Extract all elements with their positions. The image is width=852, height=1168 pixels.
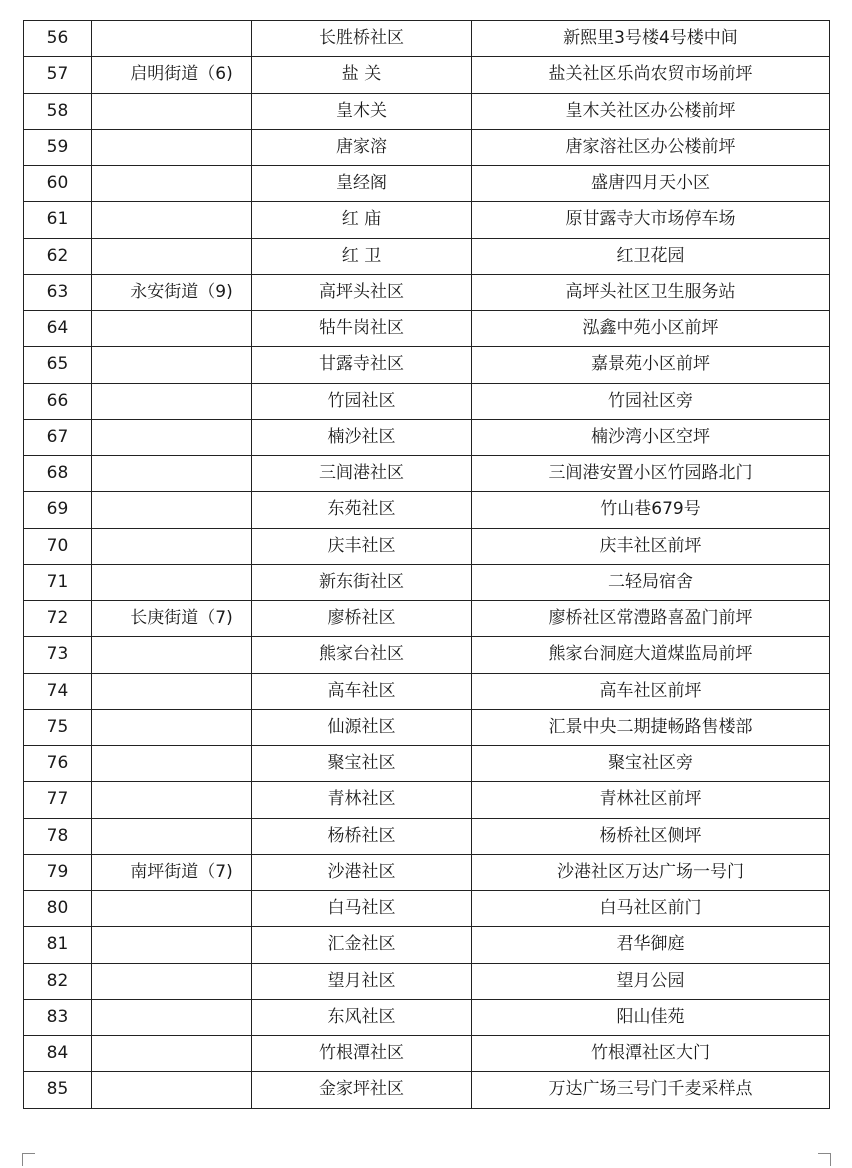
table-row [24, 129, 830, 165]
table-row [24, 782, 830, 818]
row-number-cell: 63 [24, 274, 92, 310]
row-number-cell: 72 [24, 601, 92, 637]
row-number-cell: 74 [24, 673, 92, 709]
community-cell: 熊家台社区 [252, 637, 472, 673]
table-row [24, 1036, 830, 1072]
table-row [24, 311, 830, 347]
street-cell [92, 709, 252, 745]
table-row [24, 383, 830, 419]
street-cell [92, 93, 252, 129]
community-cell: 竹根潭社区 [252, 1036, 472, 1072]
street-cell [92, 637, 252, 673]
row-number-cell: 71 [24, 564, 92, 600]
community-cell: 高坪头社区 [252, 274, 472, 310]
table-row [24, 347, 830, 383]
table-row [24, 1072, 830, 1108]
row-number-cell: 61 [24, 202, 92, 238]
community-cell: 高车社区 [252, 673, 472, 709]
street-cell [92, 673, 252, 709]
street-cell [92, 311, 252, 347]
street-cell [92, 999, 252, 1035]
table-row [24, 492, 830, 528]
row-number-cell: 85 [24, 1072, 92, 1108]
location-cell: 万达广场三号门千麦采样点 [472, 1072, 830, 1108]
street-cell [92, 383, 252, 419]
row-number-cell: 84 [24, 1036, 92, 1072]
table-row [24, 528, 830, 564]
table-row [24, 456, 830, 492]
table-row [24, 673, 830, 709]
location-cell: 高车社区前坪 [472, 673, 830, 709]
street-cell [92, 528, 252, 564]
location-cell: 盛唐四月天小区 [472, 166, 830, 202]
location-cell: 竹园社区旁 [472, 383, 830, 419]
row-number-cell: 67 [24, 419, 92, 455]
location-cell: 楠沙湾小区空坪 [472, 419, 830, 455]
street-cell [92, 927, 252, 963]
table-row [24, 419, 830, 455]
street-cell [92, 347, 252, 383]
table-row [24, 927, 830, 963]
location-cell: 新熙里3号楼4号楼中间 [472, 21, 830, 57]
street-cell: 长庚街道（7) [92, 601, 252, 637]
street-cell [92, 963, 252, 999]
location-cell: 廖桥社区常澧路喜盈门前坪 [472, 601, 830, 637]
table-row [24, 238, 830, 274]
row-number-cell: 58 [24, 93, 92, 129]
table-row [24, 818, 830, 854]
community-cell: 牯牛岗社区 [252, 311, 472, 347]
row-number-cell: 73 [24, 637, 92, 673]
table-row [24, 202, 830, 238]
community-cell: 皇经阁 [252, 166, 472, 202]
location-cell: 竹根潭社区大门 [472, 1036, 830, 1072]
row-number-cell: 77 [24, 782, 92, 818]
street-cell [92, 238, 252, 274]
street-cell [92, 746, 252, 782]
table-row [24, 564, 830, 600]
table-row [24, 21, 830, 57]
row-number-cell: 64 [24, 311, 92, 347]
community-cell: 仙源社区 [252, 709, 472, 745]
community-cell: 楠沙社区 [252, 419, 472, 455]
row-number-cell: 56 [24, 21, 92, 57]
row-number-cell: 83 [24, 999, 92, 1035]
street-cell: 南坪街道（7) [92, 854, 252, 890]
community-cell: 竹园社区 [252, 383, 472, 419]
location-cell: 唐家溶社区办公楼前坪 [472, 129, 830, 165]
street-cell [92, 782, 252, 818]
location-cell: 汇景中央二期捷畅路售楼部 [472, 709, 830, 745]
row-number-cell: 62 [24, 238, 92, 274]
location-cell: 沙港社区万达广场一号门 [472, 854, 830, 890]
community-cell: 皇木关 [252, 93, 472, 129]
street-cell [92, 419, 252, 455]
location-cell: 熊家台洞庭大道煤监局前坪 [472, 637, 830, 673]
community-cell: 庆丰社区 [252, 528, 472, 564]
page-corner-mark-right [818, 1153, 831, 1166]
row-number-cell: 76 [24, 746, 92, 782]
table-row [24, 637, 830, 673]
community-cell: 沙港社区 [252, 854, 472, 890]
street-cell [92, 129, 252, 165]
street-cell [92, 818, 252, 854]
row-number-cell: 75 [24, 709, 92, 745]
community-cell: 杨桥社区 [252, 818, 472, 854]
table-row [24, 746, 830, 782]
location-cell: 杨桥社区侧坪 [472, 818, 830, 854]
row-number-cell: 79 [24, 854, 92, 890]
table-row [24, 166, 830, 202]
location-cell: 红卫花园 [472, 238, 830, 274]
street-cell [92, 564, 252, 600]
community-cell: 东苑社区 [252, 492, 472, 528]
location-cell: 聚宝社区旁 [472, 746, 830, 782]
location-cell: 原甘露寺大市场停车场 [472, 202, 830, 238]
location-cell: 盐关社区乐尚农贸市场前坪 [472, 57, 830, 93]
street-cell [92, 21, 252, 57]
community-cell: 新东街社区 [252, 564, 472, 600]
testing-sites-table [23, 20, 830, 1109]
table-body [24, 21, 830, 1109]
location-cell: 泓鑫中苑小区前坪 [472, 311, 830, 347]
street-cell: 永安街道（9) [92, 274, 252, 310]
location-cell: 君华御庭 [472, 927, 830, 963]
row-number-cell: 68 [24, 456, 92, 492]
row-number-cell: 57 [24, 57, 92, 93]
community-cell: 望月社区 [252, 963, 472, 999]
location-cell: 高坪头社区卫生服务站 [472, 274, 830, 310]
community-cell: 甘露寺社区 [252, 347, 472, 383]
row-number-cell: 60 [24, 166, 92, 202]
street-cell: 启明街道（6) [92, 57, 252, 93]
location-cell: 青林社区前坪 [472, 782, 830, 818]
location-cell: 白马社区前门 [472, 891, 830, 927]
table-row [24, 891, 830, 927]
street-cell [92, 1072, 252, 1108]
location-cell: 望月公园 [472, 963, 830, 999]
community-cell: 廖桥社区 [252, 601, 472, 637]
street-cell [92, 891, 252, 927]
row-number-cell: 66 [24, 383, 92, 419]
street-cell [92, 492, 252, 528]
location-cell: 三闾港安置小区竹园路北门 [472, 456, 830, 492]
page-corner-mark-left [22, 1153, 35, 1166]
row-number-cell: 69 [24, 492, 92, 528]
community-cell: 东风社区 [252, 999, 472, 1035]
row-number-cell: 80 [24, 891, 92, 927]
table-row [24, 963, 830, 999]
community-cell: 红 卫 [252, 238, 472, 274]
community-cell: 汇金社区 [252, 927, 472, 963]
table-row [24, 709, 830, 745]
table-row [24, 601, 830, 637]
community-cell: 三闾港社区 [252, 456, 472, 492]
community-cell: 白马社区 [252, 891, 472, 927]
location-cell: 阳山佳苑 [472, 999, 830, 1035]
location-cell: 皇木关社区办公楼前坪 [472, 93, 830, 129]
community-cell: 长胜桥社区 [252, 21, 472, 57]
table-row [24, 93, 830, 129]
location-cell: 竹山巷679号 [472, 492, 830, 528]
table-row [24, 57, 830, 93]
row-number-cell: 78 [24, 818, 92, 854]
table-row [24, 274, 830, 310]
table-row [24, 999, 830, 1035]
row-number-cell: 65 [24, 347, 92, 383]
community-cell: 唐家溶 [252, 129, 472, 165]
row-number-cell: 70 [24, 528, 92, 564]
row-number-cell: 82 [24, 963, 92, 999]
community-cell: 青林社区 [252, 782, 472, 818]
street-cell [92, 202, 252, 238]
community-cell: 聚宝社区 [252, 746, 472, 782]
location-cell: 嘉景苑小区前坪 [472, 347, 830, 383]
street-cell [92, 1036, 252, 1072]
row-number-cell: 59 [24, 129, 92, 165]
location-cell: 二轻局宿舍 [472, 564, 830, 600]
location-cell: 庆丰社区前坪 [472, 528, 830, 564]
street-cell [92, 166, 252, 202]
table-row [24, 854, 830, 890]
community-cell: 红 庙 [252, 202, 472, 238]
community-cell: 盐 关 [252, 57, 472, 93]
row-number-cell: 81 [24, 927, 92, 963]
community-cell: 金家坪社区 [252, 1072, 472, 1108]
street-cell [92, 456, 252, 492]
